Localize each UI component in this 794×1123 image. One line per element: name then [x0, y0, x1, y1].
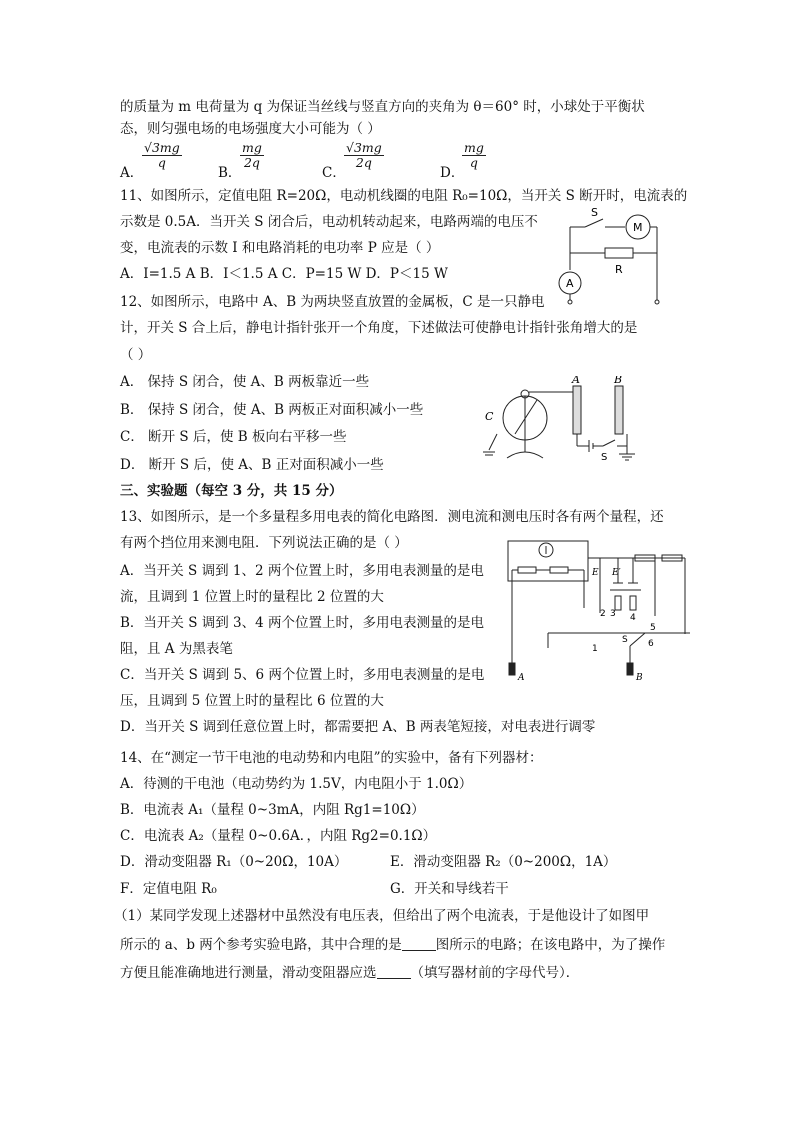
- q13-option-d: D．当开关 S 调到任意位置上时，都需要把 A、B 两表笔短接，对电表进行调零: [120, 719, 596, 735]
- q12-fig-label-a: A: [572, 376, 580, 386]
- q11-fig-label-r: R: [615, 263, 623, 276]
- q13-option-b-2: 阻，且 A 为黑表笔: [120, 641, 233, 657]
- q10-line-2: 态，则匀强电场的电场强度大小可能为（ ）: [120, 121, 381, 137]
- q12-option-d: D． 断开 S 后，使 A、B 正对面积减小一些: [120, 457, 384, 473]
- q13-fig-label-e-prime: E′: [612, 568, 621, 578]
- q13-option-a-1: A．当开关 S 调到 1、2 两个位置上时，多用电表测量的是电: [120, 563, 484, 579]
- fraction: $\frac{√3mg}{2q}$: [346, 140, 382, 170]
- q13-fig-label-s: S: [622, 635, 628, 645]
- q14-item-a: A．待测的干电池（电动势约为 1.5V，内电阻小于 1.0Ω）: [120, 776, 473, 792]
- q12-fig-label-b: B: [614, 376, 623, 386]
- q11-fig-label-s: S: [591, 206, 598, 219]
- q13-line-2: 有两个挡位用来测电阻．下列说法正确的是（ ）: [120, 535, 408, 551]
- q14-item-g: G．开关和导线若干: [390, 881, 509, 897]
- q12-fig-label-s: S: [601, 452, 608, 463]
- q13-fig-label-b: B: [636, 673, 643, 683]
- q13-fig-label-4: 4: [630, 613, 636, 623]
- q12-line-3: （ ）: [120, 347, 152, 363]
- section-3-title: 三、实验题（每空 3 分，共 15 分）: [120, 483, 343, 499]
- q13-fig-label-3: 3: [610, 609, 616, 619]
- q13-option-b-1: B．当开关 S 调到 3、4 两个位置上时，多用电表测量的是电: [120, 615, 485, 631]
- q10-options: A． $\frac{√3mg}{q}$ B． $\frac{mg}{2q}$ C． $\frac{√3mg}{2q}$ D． $\frac{mg}{q}$: [120, 140, 484, 181]
- q13-fig-label-e: E: [592, 568, 599, 578]
- q11-circuit-figure: [555, 205, 675, 310]
- q13-fig-label-a: A: [518, 673, 525, 683]
- q13-option-c-2: 压，且调到 5 位置上时的量程比 6 位置的大: [120, 693, 384, 709]
- q12-option-c: C． 断开 S 后，使 B 板向右平移一些: [120, 429, 347, 445]
- q14-item-b: B．电流表 A₁（量程 0~3mA，内阻 Rg1=10Ω）: [120, 802, 425, 818]
- q11-fig-label-m: M: [633, 221, 643, 234]
- q12-fig-label-c: C: [485, 410, 494, 423]
- q13-option-c-1: C．当开关 S 调到 5、6 两个位置上时，多用电表测量的是电: [120, 667, 485, 683]
- q13-option-a-2: 流，且调到 1 位置上时的量程比 2 位置的大: [120, 589, 384, 605]
- q13-multimeter-circuit: [500, 538, 695, 683]
- q11-fig-label-a: A: [566, 277, 574, 290]
- q11-line-1: 11、如图所示，定值电阻 R=20Ω，电动机线圈的电阻 R₀=10Ω，当开关 S 断开时，电流表的: [120, 188, 688, 204]
- q14-part1-line-3: 方便且能准确地进行测量，滑动变阻器应选 （填写器材前的字母代号）．: [120, 965, 580, 981]
- q12-electrometer-figure: [477, 376, 667, 466]
- q10-line-1: 的质量为 m 电荷量为 q 为保证当丝线与竖直方向的夹角为 θ＝60° 时，小球处于平衡状: [120, 99, 645, 115]
- q13-fig-label-6: 6: [648, 639, 654, 649]
- q12-line-2: 计，开关 S 合上后，静电计指针张开一个角度，下述做法可使静电计指针张角增大的是: [120, 320, 638, 336]
- q14-item-d: D．滑动变阻器 R₁（0~20Ω，10A）: [120, 854, 348, 870]
- q14-line-1: 14、在“测定一节干电池的电动势和内电阻”的实验中，备有下列器材：: [120, 750, 543, 766]
- fraction: $\frac{mg}{2q}$: [242, 140, 262, 170]
- q12-option-a: A． 保持 S 闭合，使 A、B 两板靠近一些: [120, 374, 370, 390]
- q13-fig-label-2: 2: [600, 609, 606, 619]
- q14-item-c: C．电流表 A₂（量程 0~0.6A．，内阻 Rg2=0.1Ω）: [120, 828, 437, 844]
- fraction: $\frac{√3mg}{q}$: [144, 140, 180, 170]
- q12-option-b: B． 保持 S 闭合，使 A、B 两板正对面积减小一些: [120, 402, 424, 418]
- q11-options: A．I=1.5 A B．I＜1.5 A C．P=15 W D．P＜15 W: [120, 266, 448, 282]
- q11-line-2: 示数是 0.5A．当开关 S 闭合后，电动机转动起来，电路两端的电压不: [120, 214, 538, 230]
- answer-blank[interactable]: [402, 936, 436, 951]
- q11-line-3: 变，电流表的示数 I 和电路消耗的电功率 P 应是（ ）: [120, 240, 440, 256]
- q13-fig-label-1: 1: [592, 644, 598, 654]
- q13-line-1: 13、如图所示，是一个多量程多用电表的简化电路图．测电流和测电压时各有两个量程，还: [120, 509, 664, 525]
- q14-part1-line-2: 所示的 a、b 两个参考实验电路，其中合理的是 图所示的电路；在该电路中，为了操作: [120, 937, 666, 953]
- q14-item-f: F．定值电阻 R₀: [120, 881, 217, 897]
- q13-fig-label-5: 5: [650, 623, 656, 633]
- q14-item-e: E．滑动变阻器 R₂（0~200Ω，1A）: [390, 854, 617, 870]
- fraction: $\frac{mg}{q}$: [464, 140, 484, 170]
- q14-part1-line-1: （1）某同学发现上述器材中虽然没有电压表，但给出了两个电流表，于是他设计了如图甲: [114, 908, 650, 924]
- q12-line-1: 12、如图所示，电路中 A、B 为两块竖直放置的金属板，C 是一只静电: [120, 294, 545, 310]
- answer-blank[interactable]: [377, 964, 411, 979]
